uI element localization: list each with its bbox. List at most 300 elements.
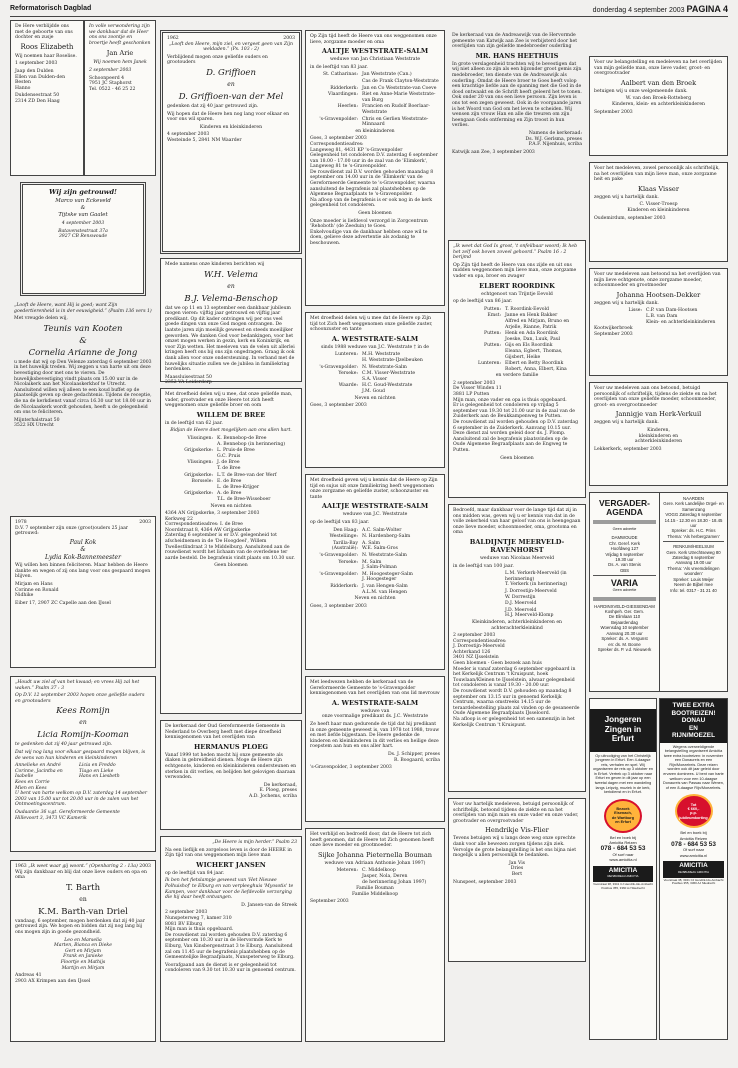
agenda-entry-hardinxveld: HARDINXVELD-GIESSENDAM Koshpeh. Ger. Gem. De Elimlaan 110 Bejaardendag Woensdag 10 september Aanvang 20.30 uur Spreker: ds. A. Vergunst en: ds. M. Boone Spreker ds. P. v.d. Nieuwerk [594,603,655,652]
relative-row [310,584,440,595]
relative-row [310,365,440,371]
relative-names: Jan Weststrate (Can.) [362,72,412,78]
ad-body: zeggen wij u hartelijk dank. [594,420,659,426]
ad-intro: De kerkeraad der Oud Gereformeerde Gemeente in Nederland te Overberg heeft met diepe droefheid kennisgenomen van het overlijden van [165,724,286,741]
column-2 [160,20,302,1042]
relative-place: 's-Gravenpolder: [319,552,358,558]
relative-row [310,86,440,92]
donau-headline: TWEE EXTRA BOOTREIZEN! DONAU EN RIJN/MOEZEL [660,699,727,743]
relative-place: Emst: [487,313,501,319]
relative-place: Putten: [484,343,501,349]
relative-names: Jan en Co Weststrate-van Coeve [362,85,437,91]
ad-title: Wij zijn getrouwd! [49,188,117,196]
ad-intro: Het verblijd en bedroefd door, dat de Heere tot zich heeft genomen, dat de Heere tot Zich genomen heeft onze lieve moeder en grootmoeder. [310,832,435,849]
relative-row [165,448,297,459]
relative-names: L. Pruis-de Bree G.C. Pruis [217,448,255,459]
relative-place: 's-Gravenpolder: [319,364,358,370]
ad-name: Jan Arie [106,49,134,58]
agenda-bar [593,520,656,524]
ad-amp: en [79,719,87,727]
ad-sub: te gedenken dat zij 40 jaar getrouwd zijn. [15,742,113,748]
ad-intro: Bedroefd, maar dankbaar voor de lange tijd dat zij in ons midden was, geven wij u er kennis van dat in de volle zekerheid van haar geloof van ons is heengegaan onze lieve moeder, schoonmoeder, oma, grootoma en oma [453,508,581,536]
ad-signature: C. Visser-Troesp Kinderen en kleinkinderen [627,202,690,213]
relative-names: Gijs en Els Roordink Eleana, Egbert, Thomas, Gijsbert, Heike [505,343,563,360]
ad-address: Batavenstestraat 37a 3927 CB Renswoude [58,228,108,240]
relative-place: Grijpskerke: [184,491,213,497]
ad-salm-3 [305,474,445,670]
relative-names: Elbert en Betty Roordink Robert, Anna, Elbert, Kina [505,361,567,372]
ad-years: 1978 2003 [15,520,151,525]
ad-sub: weduwe van Adriaan Anthonie Johan 1997) [324,860,426,866]
relative-names: T. Roordink-Eevold [505,306,549,312]
agenda-title: VERGADER- AGENDA [598,498,650,517]
relative-row [310,534,440,540]
ad-children: Kinderen en kleinkinderen [199,124,263,130]
ad-date: 1 september 2003 [15,61,58,67]
ad-intro: Na een lieflijk en zorgeloos leven is door de HEERE in Zijn tijd van ons weggenomen mijn lieve man [165,847,292,859]
relatives-list [594,308,723,325]
relative-place: Lunteren: [478,361,501,367]
ad-body: 2 september 2003 De Visser Winden 11 3881 LP Putten Mijn man, onze vader en opa is thuis opgebaard. Er is gelegenheid tot condoleren op vrijdag 5 september van 19.30 tot 21.00 uur in de zaal van de Zuiderkerk aan de Beukkampenweg te Putten. De rouwdienst zal worden gehouden op D.V. zaterdag 6 september in de Zuiderkerk. Aanvang 10.15 uur. Deze dienst zal worden geleid door ds. J. Plomp. Aansluitend zal de begrafenis plaatsvinden op de Oude Algemene Begraafplaats aan de Engweg te Putten. [453,380,579,453]
ad-body: Ik ben het fietslampje geweest van 'Het Nieuwe Polhuishof' te Elburg en van verpleeghuis 'Myosotis' te Kampen, voor dankbaar voor de liefdevolle verzorging die hij daar heeft ontvangen. [165,878,294,901]
ad-quote: „De Heere is mijn herder.” Psalm 23 [212,840,297,845]
relative-place [310,79,358,85]
ad-sub: weduwe van Jan Christiaan Weststrate [329,57,421,63]
ad-address: Maassluisestraat 50 2352 VA Leiderdorp [165,374,212,386]
ad-intro: Voor uw medeleven aan betoond na het overlijden van mijn lieve echtgenote, onze zorgzame moeder, schoonmoeder en grootmoeder [594,272,721,289]
ad-amp: en [79,895,87,903]
column-5 [589,20,728,1042]
relative-row [310,371,440,382]
ad-name-2: B.J. Velema-Benschop [184,293,278,304]
erfurt-body: Op uitnodiging van het Christelijk jongeren in Erfurt. Een 4-daagse reis, verhalen en spel. Wij organiseren de reis op 3 oktober en in Erfurt. Vertrek op 3 oktober naar Erfurt en geven in dit jaar op een tweetal dagen met een wandeling langs Leipzig, muziek in de kerk, kerkdienst en in Erfurt. [593,753,653,795]
ad-relatives-end: Neven en nichten [354,596,396,602]
relative-row [453,313,581,330]
ad-body: Tevens betuigen wij u langs deze weg onze oprechte dank voor alle bewezen zorgen tijdens zijn ziek. Vervolge de grote belangstelling is het ons bijna niet mogelijk u allen persoonlijk te bedanken. [453,836,577,859]
ad-signature: De kerkeraad, E. Ploeg, preses A.D. Jochems, scriba [249,782,297,799]
ad-body: Ze heeft haar man gedurende de tijd dat hij predikant in onze gemeente geweest is, van 1978 tot 1988, trouw en met liefde bijgestaan. De Heere gedenke de kinderen en kleinkinderen in dit verlies en heilige deze roepstem aan hun en ons aller hart. [310,721,440,750]
column-4 [448,20,586,1042]
relative-place: 's-Gravenpolder: [319,116,358,122]
ad-signature: W. van den Broek-Rotteberg Kinderen, klein- en achterkleinkinderen [611,96,706,107]
ad-name: Jannigje van Herk-Verkuil [615,410,702,419]
ad-date: 2 september 2003 [89,67,132,73]
relative-row [310,383,440,394]
relative-place: Tarilla-Bay (Australië): [331,540,358,552]
relative-place: Den Haag: [333,527,358,533]
ad-velema [160,258,302,386]
ad-ploeg [160,720,302,830]
ad-relatives-end: en verdere familie [495,373,539,379]
relative-place: Putten: [484,306,501,312]
relative-names: D.J. Meerveld [505,601,537,607]
ad-children: Mirjam en Hans Corinne en Ronald Nidhike [15,582,59,599]
relative-names: C. Middelkoop Jasper, Nola, Deren de herinnering Johan 1997) [362,868,427,885]
varia-title: VARIA [610,578,639,589]
relative-row [165,479,297,490]
ad-body-2: U bent van harte welkom op D.V. zaterdag 14 september 2003 van 15.00 uur tot 20.00 uur in de zalen van het Ontmoetingscentrum. [15,791,148,808]
erfurt-web[interactable]: Of surf naar www.amicitia.nl [609,851,637,863]
ad-address: Mijnterhalstraat 50 3522 HX Utrecht [14,417,60,429]
relative-place: 's-Gravenpolder: [319,571,358,577]
ad-roordink [448,240,586,498]
ad-footer: Voorafgaand aan de dienst is er gelegenheid tot condoleren van 9.30 tot 10.30 uur in genoemd centrum. [165,962,296,974]
ad-intro: Met droefheid delen wij u mee, dat onze geliefde man, vader, grootvader en onze Heere tot zich heeft weggenomen onze geliefde broer en oom [165,392,293,409]
ad-sub: sinds 1988 weduwe van J.C. Weststrate † in de [320,344,430,350]
ad-barth [10,860,156,1042]
ad-body: dat we op 11 en 13 september een dankbaar jubileum mogen vieren: vijftig jaar getrouwd en vijftig jaar predikant. Op dit kader ontvingen wij per ons veel goede dingen van onze God mogen ontvangen. De laatste jaren zijn moeilijk geweest en steeds moeilijker geworden. We danken God voor bedankingen, voor het omzet mogen werken in gezin, kerk en Koninkrijk, en voor Zijn wetten. Het meeleven van de velen uit allerlei kringen heeft ons bij ons zijn ongedragen. Graag ik ook dank allen voor onze ondersteuning. In verband met de huwelijks situatie zullen we de jubilea in familiekring herdenken. [165,305,295,373]
ad-footer: Kootwijkerbroek September 2003 [594,326,633,337]
ad-sub: weduwe van Nicolaas Meerveld [479,555,555,561]
ad-baldijntje [448,504,586,792]
ad-erfurt [589,698,657,1040]
ad-quote: Bidjan de Heere doet mogelijken aan ons allen hart. [170,428,292,434]
relative-place: Yerseke: [338,371,358,377]
ad-address: Schoonpeerd 4 7951 JC Staphorst Tel. 0522 - 46 25 22 [89,75,136,92]
ad-signature: Kinderen, kleinkinderen en achterkleinkinderen [634,427,683,445]
ad-jansen [160,836,302,1042]
ad-name-2: D. Griffioen-van der Mel [178,91,284,102]
vergader-agenda [589,492,728,692]
ad-sub: echtgenoot van Trijntje Eevold [481,291,553,297]
relative-row [165,473,297,479]
ad-body: In grote verslagenheid trachten wij te bevestigen dat wij niet alleen zo zijn als een bijzonder groot gemis zijn medebroeder, ten dienste van de Andreaswijk als ouderling. Omdat de Heere broer te Goes heeft volop een krachtige liefde aan de spanning met die God in de dood ontwaakt en de Schrift heeft geleerd het te tonen. Ook onder 20 van ons een lieve persoon. Zijn leven is ons tot een zegen geweest. Ook in de voorgaande jaren is het Woord van God om het leven te scheiden. Wij wensen zijn vrouw Han en alle die treuren om zijn heengaan Gods ontferming en Zijn troost in hun verlies. [452,61,582,129]
ad-married [22,184,144,294]
relative-names: E. de Bree L. de Bree-Krijger [217,479,260,490]
relative-row [453,601,581,607]
relative-place [453,571,501,588]
ad-intro: Mede namens onze kinderen berichten wij [165,262,265,267]
ad-intro: Met droefheid delen wij u mee dat de Heere op Zijn tijd tot Zich heeft weggenomen onze geliefde zuster, schoonzuster en tante [310,316,433,333]
ad-intro: Voor uw medeleven aan ons betoond, betuigd persoonlijk of schriftelijk, tijdens de ziekte en na het overlijden van onze geliefde moeder, schoonmoeder, groot- en overgrootmoeder [594,386,717,408]
agenda-entry-damwoude: DAMWOUDE Chr. Geref. Kerk Hoofdweg 127 Vrijdag 5 september 19.30 uur Ds. A. van Stenis GBS [605,535,644,573]
ad-name-2: Licia Romijn-Kooman [37,730,129,741]
relative-names: N. Weststrate-Salm [362,552,407,558]
ad-children: Leo en Marselia Marten, Bianca en Dieke Gert en Mirjam Frank en Janieke Floortje en Mathijs Martijn en Mirjam [54,937,112,971]
ad-name: BALDIJNTJE MEERVELD-RAVENHORST [469,537,565,554]
ad-name: Klaas Visser [638,184,679,193]
relative-row [310,117,440,128]
erfurt-headline: Jongeren Zingen in Erfurt [590,709,656,752]
ad-name: WICHERT JANSEN [196,860,266,869]
relative-place: Yerseke: [338,559,358,565]
header-rule [10,16,728,17]
ad-address: Dukdensestraat 50 2314 ZD Den Haag [15,93,60,104]
ad-years: 1962 2003 [167,36,295,41]
ad-body: Wij willen hen binnen feliciteren. Maar hebben de Heere dankte en wegen of zij ons lang voor ons gespaard mogen blijven. [15,563,151,580]
relative-names: Francien en Rudolf Boerlaar-Weststrate [362,104,430,115]
ad-age: in de leeftijd van 100 jaar. [453,563,514,569]
erfurt-call: Bel en boek bij Amicitia Reizen [609,834,637,846]
ad-name: Aalbert van den Broek [620,78,697,87]
ad-children: Annelieke en André Corinne, Jacintha en Isabelle Kees en Corrie Mien en Kees Licia en Freddo Tiago en Lieke Hans en Liesbeth [15,763,120,791]
ad-salm-2 [305,312,445,468]
ad-name-1: Teunis van Kooten [43,323,123,334]
relative-row [453,343,581,360]
ad-body: 2 september 2003 Correspondentieadres: J. Dorrestijn-Meerveld Achterkand 126 3401 NZ IJsselstein Geen bloemen - Geen bezoek aan huis Moeder is vanaf zaterdag 6 september opgebaard in het Kerkelijk Centrum 't Kruispunt, hoek Touwlaan/Kleinen te IJsselstein, alwaar gelegenheid tot condoleren is vanaf 19.30 - 20.00 uur. De rouwdienst wordt D.V. gehouden op maandag 8 september om 13.15 uur in genoemd Kerkelijk Centrum, waarna omstreeks 14.15 uur de teraardebestelling plaats zal vinden op de gesaneerde Oude Algemene Begraafplaats IJsseloord. Na afloop is er gelegenheid tot een samenzijn in het Kerkelijk Centrum 't Kruispunt. [453,633,580,728]
ad-intro: Met vreugde delen wij, [14,316,68,322]
relative-place: Meteren: [336,868,358,874]
ad-body: Dat wij nog lang voor elkaar gespaard mogen blijven, is de wens van hun kinderen en kleinkinderen [15,749,146,761]
ad-age: in de leeftijd van 62 jaar. [165,420,223,426]
ad-salm-4 [305,676,445,822]
ad-intro: Voor uw belangstelling en medeleven na het overlijden van mijn geliefde man, onze lieve vader, groot- en overgrootvader [594,60,723,77]
erfurt-logo: AMICITIA REISBUREAU AMICITIA [593,866,653,882]
ad-signature: Jan Vis Dries Bert [508,860,526,877]
relative-place [453,601,501,607]
relatives-list [310,72,440,127]
relative-names: Riet en Anne-Marie Weststrate-van Burg [362,92,436,103]
relative-names: H.C. Goud-Weststrate J.M. Goud [362,383,413,394]
relative-row [310,553,440,559]
varia-sub: Geen advertie [612,588,637,593]
relative-place [453,608,501,619]
newspaper-name: Reformatorisch Dagblad [10,5,92,12]
relative-row [453,361,581,372]
ad-name: AALTJE WESTSTRATE-SALM [321,502,429,511]
relative-names: M.H. Weststrate H. Weststrate-IJzelbeuken [362,352,423,363]
ad-sub: gedenken dat zij 40 jaar getrouwd zijn. [167,103,259,109]
relative-place: Ridderkerk: [330,583,358,589]
ad-footer: Nunspeet, september 2003 [453,879,517,885]
ad-sijtje [305,828,445,1042]
relative-place: Waarde: [338,383,358,389]
ad-intro: Met droefheid geven wij u kennis dat de Heere op Zijn tijd en sujus uit onze familiekring heeft weggenomen onze zorgzame en geliefde zuster, schoonzuster en tante [310,478,438,500]
ad-age: op de leeftijd van 83 jaar. [310,519,370,525]
relative-names: A.C. Salm-Wolter [362,527,402,533]
ad-signature: Ds. J. Schipper, preses R. Boogaard, scriba [387,751,440,763]
relative-row [310,104,440,115]
relative-row [165,491,297,502]
donau-address: Voorstraat 38, 3341 CJ Hendrik-Ido-Ambacht Postbus 355, 3360 AJ Sliedrecht [663,877,724,886]
relative-row [310,572,440,583]
ad-name: Sijke Johanna Pieternella Bouman [317,850,432,859]
ad-name: HERMANUS PLOEG [194,742,268,751]
ad-visser [589,162,728,262]
relative-place: Putten: [484,331,501,337]
ad-intro: De Here verblijdde ons met de geboorte van ons dochter en zusje [15,24,73,41]
relatives-list [453,571,581,619]
ad-hootsen [589,268,728,376]
relatives-list [453,307,581,373]
ad-name-1: W.H. Velema [203,269,259,280]
donau-web[interactable]: Of surf naar www.amicitia.nl [679,847,708,858]
agenda-right [660,493,727,691]
relative-names: M. Salm J. Salm-Polman [362,559,397,571]
ad-sub: weduwe van onze voormalige predikant ds. J.C. Weststrate [321,708,429,720]
agenda-left [590,493,660,691]
ad-name: Hendrikje Vis-Flier [485,826,549,835]
ad-griffioen [162,32,300,252]
ad-quote: „Ik weet dat God Is groot, 't onfeilbaar woord; Ik heb het zelf ook boven zoveel gehoord.” Psalm 16 : 2 berijmd [453,244,578,261]
varia-bar [593,597,656,601]
relative-names: C.M. Visser-Weststrate S.A. Visser [362,371,416,382]
ad-name-1: T. Barth [65,882,101,893]
ad-paul [10,516,156,668]
donau-phone: 078 - 684 53 53 [671,840,716,848]
ad-vis [448,798,586,962]
ad-intro: De kerkeraad van de Andreaswijk van de Hervormde gemeente van Katwijk aan Zee is verbijsterd door het overlijden van zijn geliefde medebroeder ouderling [452,33,578,50]
ad-name-1: D. Griffioen [206,67,256,78]
ad-intro: D.V. 7 september zijn onze (groot)ouders 25 jaar getrouwd: [15,525,129,537]
relative-place: Vlaardingen: [328,92,358,98]
ad-intro: Verblijdend mogen onze geliefde ouders en grootouders [167,54,268,66]
relative-names: A. Salm W.E. Salm-Gros [362,540,398,552]
ad-intro: Op D.V. 12 september 2003 hopen onze geliefde ouders en grootouders [15,693,145,704]
relatives-list [310,528,440,596]
relative-row [310,72,440,78]
relative-names: A. de Bree T.L. de Bree-Wisseboer [217,491,271,502]
column-3 [305,20,445,1042]
relative-row [310,541,440,552]
ad-address: Eiber 17, 2907 ZC Capelle aan den IJssel [15,600,111,606]
ad-footer: September 2003 [594,109,633,115]
ad-amp: en [227,282,235,290]
donau-body: Wegens overweldigende belangstelling organiseert Amicitia twee extra bootreizen: in november een Donaureis en een Rijn/Moezelreis. Deze reizen worden ook dit jaar geleid door ervaren dominees. U bent van harte welkom voor een 10-daagse Donaureis van Passau naar Wenen, of een 8-daagse Rijn/Moezelreis. [663,744,724,790]
ad-name: Johanna Hootsen-Dekker [616,290,701,299]
ad-intro: Voor uw hartelijk medeleven, betuigd persoonlijk of schriftelijk, betoond tijdens de ziekte en na het overlijden van mijn man en onze vader en onze vader, grootvader en overgrootvader [453,802,579,824]
relative-row [165,460,297,471]
relative-names: M. Hoogesteger-Salm J. Hoogesteger [362,571,413,583]
ad-name: Roos Elizabeth [20,42,74,51]
relatives-list [310,868,440,885]
agenda-sub: Geen advertie [612,527,637,531]
ad-name-2: K.M. Barth-van Driel [38,906,128,917]
ad-body: Goes, 3 september 2003 Correspondentieadres: Langeweg 81, 4431 KP 's-Gravenpolder Gelegenheid tot condoleren D.V. zaterdag 6 september van 18.00 - 17.00 uur in de zaal van de 'Elimkerk', Langeweg 81 te 's-Gravenpolder. De rouwdienst zal D.V. worden gehouden maandag 8 september om 14.00 uur in de 'Elimkerk' van de Gereformeerde Gemeente te 's-Gravenpolder, waarna aansluitend de begrafenis zal plaatshebben op de Algemene Begraafplaats te 's-Gravenpolder. Na afloop van de begrafenis is er ook nog in de kerk gelegenheid tot condoleren. [310,136,438,209]
relative-names: J. Dorrestijn-Meerveld W. Dorrestijn [505,588,557,600]
ad-body-2: 2 september 2003 Nunspeterweg 7, kamer 310 8081 BV Elburg Mijn man is thuis opgebaard. De rouwdienst zal worden gehouden D.V. zaterdag 6 september om 10.30 uur in de Hervormde Kerk te Elburg, Van Kinsbergenstraat 3 te Elburg. Aansluitend zal om 11.45 uur de begrafenis plaatshebben op de Gemeentelijke Begraafplaats, Nunspeterweg te Elburg. [165,910,295,961]
ad-sub: Wij noemen haar Roselise. [15,53,77,59]
ad-name: A. WESTSTRATE-SALM [331,334,419,343]
ad-address: Oudaantie 36 v.gt. Gereformeerde Gemeente Hillevoort 3, 3473 VC Kamerik [15,809,120,821]
relative-row [310,560,440,571]
relative-names: K. Bennebop-de Bree A. Bennebop (in herinnering) [217,435,286,447]
relative-row [310,528,440,534]
relative-names: N. Hardenberg-Salm [362,534,411,540]
ad-intro: Op Zijn tijd heeft de Heere van ons weggenomen onze lieve, zorgzame moeder en oma [310,34,437,45]
ad-address: Andreas 41 2903 AX Krimpen aan den IJssel [15,973,91,984]
ad-donau [659,698,728,1040]
relative-row [453,571,581,588]
relative-place: Heerlen: [337,104,358,110]
ad-body: zeggen wij u hartelijk dank. [594,194,659,200]
agenda-entry-renkum: RENKUM/HEELSUM Gere. Kerk Utrechtseweg 80 Zaterdag 6 september Aanvang 19.00 uur Thema: 'Als vreemdelingen woonden' Spreker: Louis Meijer Neem de Bijbel mee Info: tel. 0317 - 31 21 40 [666,544,721,593]
ad-quote: „Looft de Heere, want Hij is goed; want Zijn goedertierenheid is in der eeuwigheid.” (Psalm 136 vers 1) [14,303,152,314]
ad-body: zeggen wij u hartelijk dank. [594,300,659,306]
relative-row [310,79,440,85]
ad-name-1: Kees Romijn [56,706,110,717]
ad-heethuis [448,30,586,234]
page-header [10,3,728,17]
ad-janarie [84,20,156,176]
relative-place: Borssele: [191,479,213,485]
ad-footer: Lekkerkerk, september 2003 [594,446,662,452]
relative-place: Vlissingen: [187,435,213,441]
ad-name: AALTJE WESTSTRATE-SALM [321,47,429,56]
agenda-entry-naarden: NAARDEN Gere. Kerk Landelijke Orgel- en Samenzang VOGG Zaterdag 6 september 14.15 - 12.30 en 18.30 - 18.45 uur Spreker: ds. H.C. Prins Thema: 'Als herbergzamen' [663,496,724,539]
ad-teunis [10,300,156,508]
ad-body: vandaag, 6 september, mogen herdenken dat zij 40 jaar getrouwd zijn. We hopen en bidden dat zij nog lang bij ons mogen zijn in goede gezondheid. [15,918,145,935]
ad-name: WILLEM DE BREE [196,410,266,419]
column-1 [10,20,156,1042]
relative-names: J. de Bree T. de Bree [217,460,241,471]
relatives-list [165,436,297,503]
ad-salm-1 [305,30,445,306]
relative-names: Janne en Henk Bakker Alfred en Mirjam, Bruno en Arjelle, Rianne, Patrik [505,313,570,330]
ad-sub: Wij noemen hem Janek [93,60,147,66]
ad-amp: & [79,335,87,346]
ad-kees [10,676,156,852]
relative-names: C.P. van Dam-Hootsen L.B. van Dam Klein- en achterkleinkinderen [646,308,716,325]
ad-years: 1963 „Ik weet waar gij woont.” (Openbaring 2 : 13a) 2003 [15,864,151,869]
ad-quote: „Houdt uw ziel af van het kwaad; en vrees Hij zal het waken.” Psalm 37 : 3 [15,680,140,691]
relative-place: Ridderkerk: [330,85,358,91]
donau-badge: Tot € 660,- p.p. jubileumkorting [660,794,727,828]
relative-row [310,868,440,885]
relative-names: Henk en Ada Roordink Joeske, Dan, Luuk, Paul [505,331,561,342]
relative-place: St. Catharinas: [323,72,358,78]
ad-family: Jaap den Dulden Ellen van Dulden-den Besten Hanno [15,68,66,91]
ad-amp: en [227,80,235,88]
relative-names: J.D. Meerveld H.J. Meerveld-Klomp [505,607,554,619]
relative-names: L.T. de Bree-van der Werf [217,472,277,478]
ad-names: Marco van Eckeveld & Tijtske van Gaalet [55,198,111,218]
ad-broek [589,56,728,156]
ad-age: op de leeftijd van 86 jaar. [453,299,513,305]
ad-name: ELBERT ROORDINK [479,281,555,290]
relative-names: J. van Hengen-Salm A.L.M. van Hengen [362,583,408,595]
ad-footer: Oudemirdum, september 2003 [594,215,666,221]
ad-intro: In volle verwondering zijn we dankbaar dat de Heer ons ons zoontje en broertje heeft geschonken [89,24,151,46]
ad-body: 4364 AN Grijpskerke, 3 september 2003 Kerkweg 22 Correspondentieadres: I. de Bree Noordstraat 8, 4364 AW Grijpskerke Zaterdag 6 september is er D.V. gelegenheid tot afscheidnemen in de 'De Hoogdeel', Willem Twellestlindraat 3 te Middelburg. Aansluitend aan de rouwdienst wordt het lichaam van de overledene ter aarde besteld. De begrafenis vindt plaats om 10.30 uur. [165,511,295,561]
relative-names: L.M. Verkerk-Meerveld (in herinnering) T. Verkerk (in herinnering) [505,571,568,588]
erfurt-badge: Bezoek Eisenach, de Wartburg en Erfurt [590,799,656,833]
relative-place: Grijpskerke: [184,472,213,478]
ad-relatives-end: en kleinkinderen [355,128,395,134]
ad-signature: D. Jansen-van de Streek [241,902,297,908]
relative-place: Lisse: [628,308,642,314]
relative-row [453,331,581,342]
relative-place: Grijpskerke: [184,448,213,454]
ad-relatives-end: Familie Bouman Familie Middelkoop [351,886,399,897]
ad-age: in de leeftijd van 83 jaar. [310,64,368,70]
ad-body: Vanaf 1999 tot heden mocht hij onze gemeente als diaken in gebreidheid dienen. Moge de Heere zijn echtgenote, kinderen en kleinkinderen ondersteunen en sterken in dit verlies, en belijden het gelovigen daaraan verwonden. [165,752,297,781]
ad-address: 4 september 2003 Westeinde 5, 2841 NM Waarder [167,132,242,143]
ad-roos [10,20,84,176]
ad-relatives-end: Neven en nichten [354,395,396,401]
ad-footer: Geen bloemen [214,563,248,569]
relative-place: Lunteren: [335,352,358,358]
ad-name-2: Cornelia Arianne de Jong [28,347,138,358]
relative-row [165,436,297,447]
ad-footer: Katwijk aan Zee, 3 september 2003 [452,149,535,155]
erfurt-address: Voorstraat 38, 3341 CJ Hendrik-Ido-Ambacht Postbus 355, 3360 AJ Sliedrecht [593,882,653,890]
relatives-list [310,352,440,394]
donau-call: Bel en boek bij Amicitia Reizen [679,830,708,842]
ad-name: MR. HANS HEETHUIS [475,51,559,60]
donau-logo: AMICITIA REISBUREAU AMICITIA [663,861,724,877]
relative-names: N. Weststrate-Salm [362,364,407,370]
relative-place: Vlissingen: [187,460,213,466]
ad-quote: „Looft den Heere, mijn ziel, en vergeet geen van Zijn weldaden.” (Ps. 103 : 2) [169,41,293,53]
ad-bree [160,388,302,714]
relative-row [310,92,440,103]
relative-place [453,589,501,600]
ad-relatives-end: Kleinkinderen, achterkleinkinderen en achterachterkleinkind [471,619,563,631]
ad-age: op de leeftijd van 84 jaar. [165,870,225,876]
relative-row [594,308,723,325]
relative-place: Westeliinge: [329,534,358,540]
